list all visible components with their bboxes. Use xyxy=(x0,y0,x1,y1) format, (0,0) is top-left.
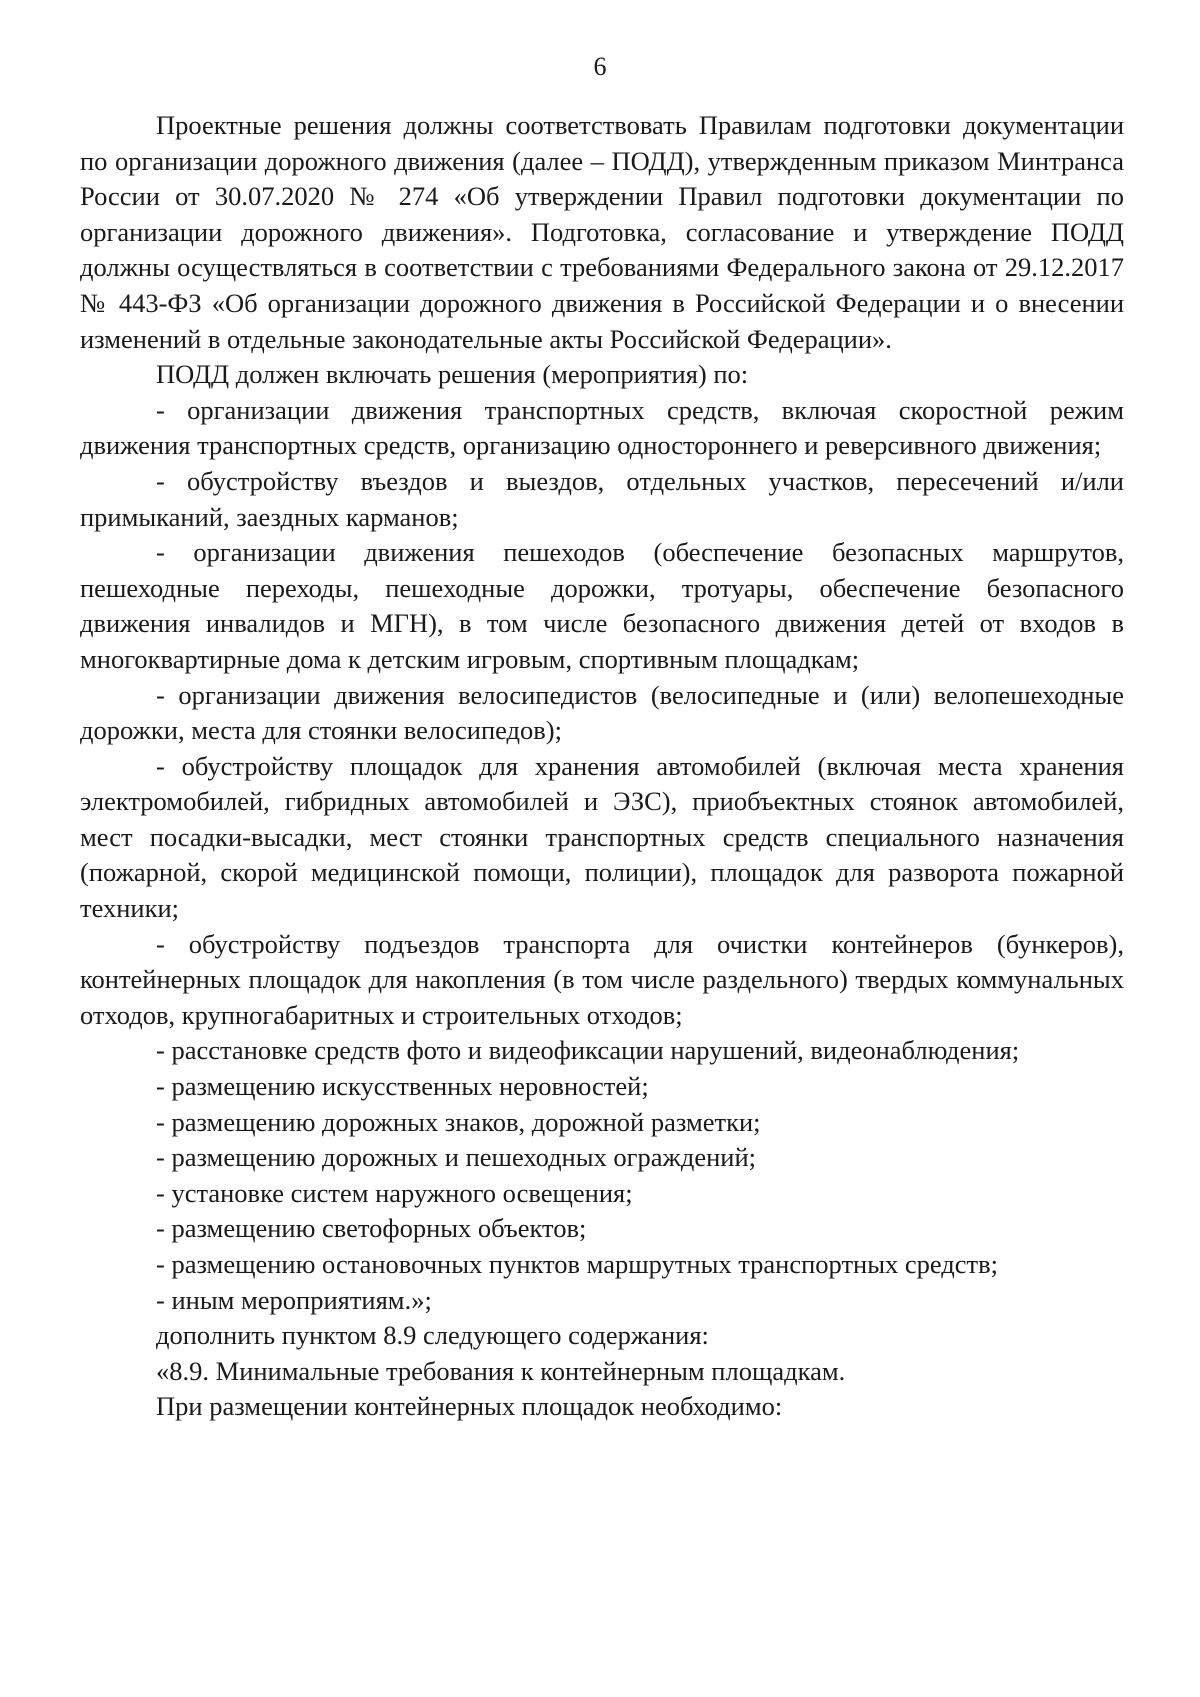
list-item-lighting: - установке систем наружного освещения; xyxy=(156,1177,633,1208)
list-item-speed-bumps: - размещению искусственных неровностей; xyxy=(156,1071,649,1102)
list-item-traffic-lights: - размещению светофорных объектов; xyxy=(156,1213,587,1244)
page-number: 6 xyxy=(593,52,607,81)
paragraph-section-8-9-title: «8.9. Минимальные требования к контейнерным площадкам. xyxy=(156,1355,846,1386)
document-body xyxy=(80,108,1124,1425)
list-item-entrances-exits: - обустройству въездов и выездов, отдельных участков, пересечений и/или примыканий, заездных карманов; xyxy=(80,465,1124,532)
paragraph-podd-includes: ПОДД должен включать решения (мероприятия) по: xyxy=(156,359,749,390)
paragraph-container-placement: При размещении контейнерных площадок необходимо: xyxy=(156,1391,783,1422)
list-item-road-signs: - размещению дорожных знаков, дорожной разметки; xyxy=(156,1106,761,1137)
list-item-other-measures: - иным мероприятиям.»; xyxy=(156,1284,432,1315)
list-item-cyclist-traffic: - организации движения велосипедистов (велосипедные и (или) велопешеходные дорожки, места для стоянки велосипедов); xyxy=(80,679,1124,746)
list-item-waste-access: - обустройству подъездов транспорта для очистки контейнеров (бункеров), контейнерных площадок для накопления (в том числе раздельного) твердых коммунальных отходов, крупногабаритных и строительных отходов; xyxy=(80,928,1124,1030)
list-item-photo-video-fixation: - расстановке средств фото и видеофиксации нарушений, видеонаблюдения; xyxy=(156,1035,1020,1066)
list-item-transit-stops: - размещению остановочных пунктов маршрутных транспортных средств; xyxy=(156,1249,999,1279)
list-item-vehicle-traffic: - организации движения транспортных средств, включая скоростной режим движения транспортных средств, организацию одностороннего и реверсивного движения; xyxy=(80,394,1124,461)
paragraph-supplement-8-9: дополнить пунктом 8.9 следующего содержания: xyxy=(156,1320,709,1351)
list-item-pedestrian-traffic: - организации движения пешеходов (обеспечение безопасных маршрутов, пешеходные переходы, пешеходные дорожки, тротуары, обеспечение безопасного движения инвалидов и МГН), в том числе безопасного движения детей от входов в многоквартирные дома к детским игровым, спортивным площадкам; xyxy=(80,537,1124,674)
list-item-parking-areas: - обустройству площадок для хранения автомобилей (включая места хранения электромобилей, гибридных автомобилей и ЭЗС), приобъектных стоянок автомобилей, мест посадки-высадки, мест стоянки транспортных средств специального назначения (пожарной, скорой медицинской помощи, полиции), площадок для разворота пожарной техники; xyxy=(80,750,1124,924)
paragraph-design-requirements: Проектные решения должны соответствовать Правилам подготовки документации по организации дорожного движения (далее – ПОДД), утвержденным приказом Минтранса России от 30.07.2020 № 274 «Об утверждении Правил подготовки документации по организации дорожного движения». Подготовка, согласование и утверждение ПОДД должны осуществляться в соответствии с требованиями Федерального закона от 29.12.2017 № 443-ФЗ «Об организации дорожного движения в Российской Федерации и о внесении изменений в отдельные законодательные акты Российской Федерации». xyxy=(80,110,1124,354)
list-item-fences: - размещению дорожных и пешеходных ограждений; xyxy=(156,1142,757,1173)
